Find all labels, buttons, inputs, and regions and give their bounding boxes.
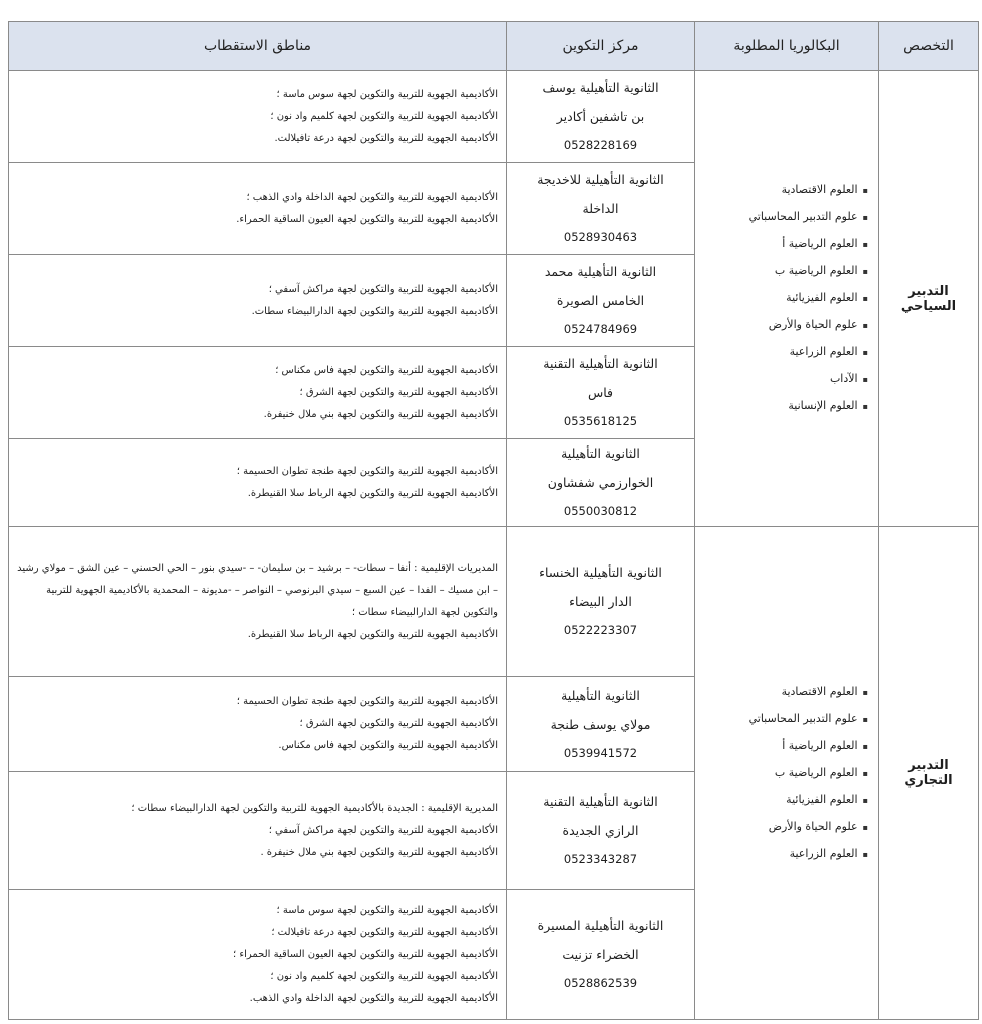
table-row [9, 527, 979, 677]
region-line: الأكاديمية الجهوية للتربية والتكوين لجهة العيون الساقية الحمراء. [236, 213, 498, 225]
header-regions: مناطق الاستقطاب [9, 22, 507, 71]
regions-cell [9, 163, 507, 255]
training-centers-table [8, 21, 979, 1020]
center-name-line: الداخلة [582, 201, 619, 216]
bac-item: ▪ الآداب [699, 366, 868, 393]
center-phone: 0524784969 [563, 322, 638, 336]
table-header-row [9, 22, 979, 71]
regions-cell [9, 71, 507, 163]
region-line: الأكاديمية الجهوية للتربية والتكوين لجهة الداخلة وادي الذهب ؛ [246, 191, 498, 203]
center-cell [507, 71, 695, 163]
center-name-line: الثانوية التأهيلية التقنية [543, 356, 658, 371]
center-name-line: الخوارزمي شفشاون [547, 475, 654, 490]
center-name-line: بن تاشفين أكادير [556, 109, 645, 124]
center-name-line: الخامس الصويرة [556, 293, 645, 308]
regions-cell [9, 890, 507, 1020]
center-phone: 0523343287 [563, 852, 638, 866]
region-line: الأكاديمية الجهوية للتربية والتكوين لجهة كلميم واد نون ؛ [270, 970, 498, 982]
specialty-cell: التدبير السياحي [879, 71, 979, 527]
center-cell [507, 527, 695, 677]
header-specialty: التخصص [879, 22, 979, 71]
center-name-line: الثانوية التأهيلية يوسف [542, 80, 659, 95]
center-phone: 0539941572 [563, 745, 638, 760]
regions-cell [9, 772, 507, 890]
center-phone: 0522223307 [563, 623, 638, 637]
center-name-line: الثانوية التأهيلية التقنية [543, 794, 658, 809]
table-row [9, 71, 979, 163]
bac-item: ▪ العلوم الرياضية أ [699, 733, 868, 760]
center-phone: 0535618125 [563, 414, 638, 428]
center-cell [507, 890, 695, 1020]
center-name-line: مولاي يوسف طنجة [550, 716, 651, 732]
center-name-line: الثانوية التأهيلية [561, 687, 640, 703]
bac-item: ▪ العلوم الرياضية ب [699, 760, 868, 787]
region-line: الأكاديمية الجهوية للتربية والتكوين لجهة سوس ماسة ؛ [276, 904, 498, 916]
center-cell [507, 439, 695, 527]
bac-item: ▪ العلوم الإنسانية [699, 393, 868, 420]
bac-item: ▪ العلوم الزراعية [699, 339, 868, 366]
regions-cell [9, 347, 507, 439]
region-line: الأكاديمية الجهوية للتربية والتكوين لجهة سوس ماسة ؛ [276, 88, 498, 100]
bac-cell [695, 71, 879, 527]
header-bac: البكالوريا المطلوبة [695, 22, 879, 71]
region-line: الأكاديمية الجهوية للتربية والتكوين لجهة كلميم واد نون ؛ [270, 110, 498, 122]
region-line: الأكاديمية الجهوية للتربية والتكوين لجهة درعة تافيلالت ؛ [271, 926, 498, 938]
center-name-line: الخضراء تزنيت [562, 947, 639, 962]
regions-cell [9, 527, 507, 677]
center-name-line: الدار البيضاء [569, 594, 632, 609]
center-cell [507, 677, 695, 772]
table-body [9, 71, 979, 1020]
bac-item: ▪ العلوم الفيزيائية [699, 787, 868, 814]
regions-cell [9, 255, 507, 347]
bac-item: ▪ علوم التدبير المحاسباتي [699, 204, 868, 231]
bac-list [699, 177, 868, 420]
region-line: الأكاديمية الجهوية للتربية والتكوين لجهة مراكش آسفي ؛ [268, 283, 498, 295]
center-name-line: الثانوية التأهيلية محمد [544, 264, 657, 279]
region-line: المديريات الإقليمية : أنفا – سطات- – برشيد – بن سليمان- – -سيدي بنور – الحي الحسني – عين الشق – مولاي رشيد – ابن مسيك – الفدا – عين السبع – سيدي البرنوصي – النواصر – -مديونة – المحمدية بالأكاديمية الجهوية للتربية والتكوين لجهة الدارالبيضاء سطات ؛ [17, 562, 498, 618]
bac-item: ▪ علوم الحياة والأرض [699, 312, 868, 339]
region-line: الأكاديمية الجهوية للتربية والتكوين لجهة الرباط سلا القنيطرة. [247, 628, 498, 640]
region-line: الأكاديمية الجهوية للتربية والتكوين لجهة الشرق ؛ [299, 718, 498, 729]
region-line: الأكاديمية الجهوية للتربية والتكوين لجهة العيون الساقية الحمراء ؛ [233, 948, 498, 960]
center-name-line: الثانوية التأهيلية الخنساء [539, 565, 662, 580]
region-line: الأكاديمية الجهوية للتربية والتكوين لجهة الشرق ؛ [299, 386, 498, 398]
bac-cell [695, 527, 879, 1020]
center-cell [507, 772, 695, 890]
center-phone: 0528862539 [563, 976, 638, 990]
bac-item: ▪ علوم التدبير المحاسباتي [699, 706, 868, 733]
center-name-line: الرازي الجديدة [562, 823, 639, 838]
bac-item: ▪ علوم الحياة والأرض [699, 814, 868, 841]
region-line: الأكاديمية الجهوية للتربية والتكوين لجهة الداخلة وادي الذهب. [249, 992, 498, 1004]
regions-cell [9, 439, 507, 527]
header-center: مركز التكوين [507, 22, 695, 71]
bac-item: ▪ العلوم الاقتصادية [699, 177, 868, 204]
specialty-cell: التدبير التجاري [879, 527, 979, 1020]
region-line: الأكاديمية الجهوية للتربية والتكوين لجهة فاس مكناس. [278, 740, 498, 751]
center-cell [507, 163, 695, 255]
region-line: الأكاديمية الجهوية للتربية والتكوين لجهة بني ملال خنيفرة . [260, 846, 498, 858]
region-line: الأكاديمية الجهوية للتربية والتكوين لجهة الدارالبيضاء سطات. [251, 305, 498, 317]
region-line: الأكاديمية الجهوية للتربية والتكوين لجهة الرباط سلا القنيطرة. [247, 487, 498, 499]
region-line: الأكاديمية الجهوية للتربية والتكوين لجهة طنجة تطوان الحسيمة ؛ [236, 465, 498, 477]
region-line: الأكاديمية الجهوية للتربية والتكوين لجهة بني ملال خنيفرة. [263, 408, 498, 420]
region-line: الأكاديمية الجهوية للتربية والتكوين لجهة طنجة تطوان الحسيمة ؛ [236, 696, 498, 707]
center-name-line: الثانوية التأهيلية للاخديجة [537, 172, 664, 187]
center-phone: 0528930463 [563, 230, 638, 244]
bac-item: ▪ العلوم الرياضية أ [699, 231, 868, 258]
center-name-line: الثانوية التأهيلية [561, 446, 640, 461]
center-name-line: الثانوية التأهيلية المسيرة [537, 918, 664, 933]
region-line: المديرية الإقليمية : الجديدة بالأكاديمية الجهوية للتربية والتكوين لجهة الدارالبيضاء سطات ؛ [131, 802, 498, 814]
region-line: الأكاديمية الجهوية للتربية والتكوين لجهة درعة تافيلالت. [274, 132, 498, 144]
center-cell [507, 255, 695, 347]
bac-item: ▪ العلوم الاقتصادية [699, 679, 868, 706]
center-phone: 0550030812 [563, 504, 638, 518]
center-cell [507, 347, 695, 439]
regions-cell [9, 677, 507, 772]
bac-list [699, 679, 868, 868]
center-name-line: فاس [587, 385, 614, 400]
bac-item: ▪ العلوم الزراعية [699, 841, 868, 868]
bac-item: ▪ العلوم الرياضية ب [699, 258, 868, 285]
bac-item: ▪ العلوم الفيزيائية [699, 285, 868, 312]
region-line: الأكاديمية الجهوية للتربية والتكوين لجهة مراكش آسفي ؛ [268, 824, 498, 836]
region-line: الأكاديمية الجهوية للتربية والتكوين لجهة فاس مكناس ؛ [275, 364, 498, 376]
center-phone: 0528228169 [563, 138, 638, 152]
